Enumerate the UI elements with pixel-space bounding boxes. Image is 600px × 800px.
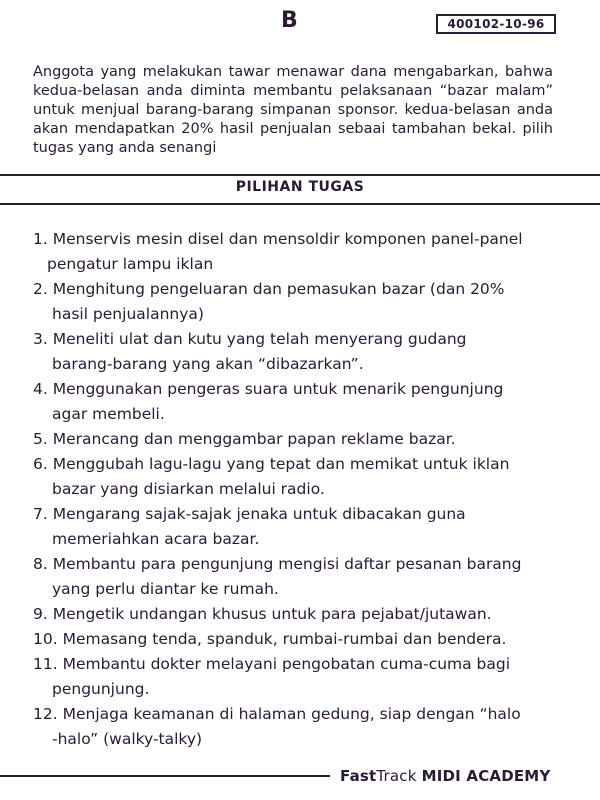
footer-brand: FastTrack MIDI ACADEMY bbox=[340, 767, 551, 785]
section-title: PILIHAN TUGAS bbox=[235, 179, 365, 195]
divider-top bbox=[0, 174, 600, 176]
document-code: 400102-10-96 bbox=[436, 14, 556, 34]
task-item: 4. Menggunakan pengeras suara untuk menarik pengunjung agar membeli. bbox=[33, 380, 504, 423]
task-item: 7. Mengarang sajak-sajak jenaka untuk dibacakan guna memeriahkan acara bazar. bbox=[33, 505, 466, 548]
task-list bbox=[33, 227, 568, 752]
task-item: 10. Memasang tenda, spanduk, rumbai-rumbai dan bendera. bbox=[33, 630, 507, 648]
task-item: 5. Merancang dan menggambar papan reklame bazar. bbox=[33, 430, 456, 448]
form-letter: B bbox=[281, 8, 298, 33]
task-item: 12. Menjaga keamanan di halaman gedung, siap dengan “halo -halo” (walky-talky) bbox=[33, 705, 521, 748]
intro-paragraph: Anggota yang melakukan tawar menawar dana mengabarkan, bahwa kedua-belasan anda diminta membantu pelaksanaan “bazar malam” untuk menjual barang-barang simpanan sponsor. kedua-belasan anda akan mendapatkan 20% hasil penjualan sebaai tambahan bekal. pilih tugas yang anda senangi bbox=[33, 63, 553, 156]
divider-bottom bbox=[0, 203, 600, 205]
task-item: 3. Meneliti ulat dan kutu yang telah menyerang gudang barang-barang yang akan “dibazarkan”. bbox=[33, 330, 467, 373]
footer-divider bbox=[0, 775, 330, 777]
task-item: 9. Mengetik undangan khusus untuk para pejabat/jutawan. bbox=[33, 605, 492, 623]
task-item: 11. Membantu dokter melayani pengobatan cuma-cuma bagi pengunjung. bbox=[33, 655, 511, 698]
task-item: 1. Menservis mesin disel dan mensoldir komponen panel-panel pengatur lampu iklan bbox=[33, 230, 523, 273]
task-item: 6. Menggubah lagu-lagu yang tepat dan memikat untuk iklan bazar yang disiarkan melalui radio. bbox=[33, 455, 510, 498]
task-item: 2. Menghitung pengeluaran dan pemasukan bazar (dan 20% hasil penjualannya) bbox=[33, 280, 505, 323]
task-item: 8. Membantu para pengunjung mengisi daftar pesanan barang yang perlu diantar ke rumah. bbox=[33, 555, 522, 598]
